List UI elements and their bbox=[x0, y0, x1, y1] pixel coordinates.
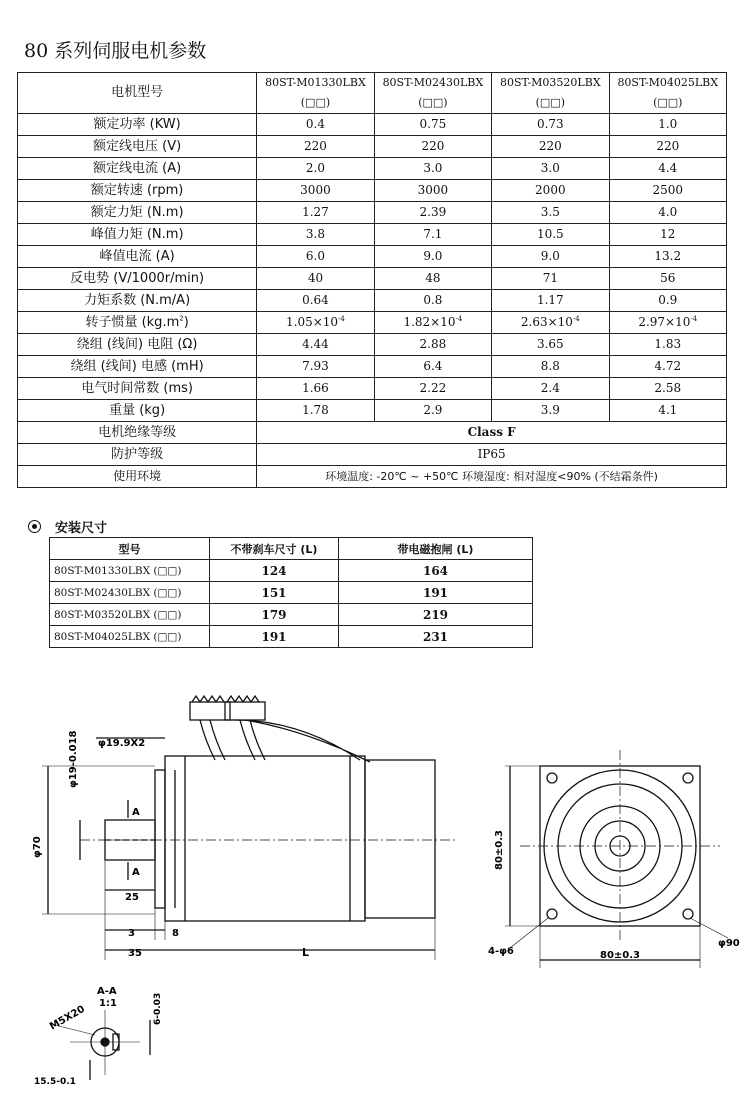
model-header-3: 80ST-M03520LBX (□□) bbox=[492, 73, 609, 114]
model-header-1: 80ST-M01330LBX (□□) bbox=[257, 73, 374, 114]
mount-cell-model: 80ST-M01330LBX (□□) bbox=[50, 560, 210, 582]
spec-row-inertia bbox=[18, 312, 727, 334]
insulation-value: Class F bbox=[257, 422, 727, 444]
target-bullet-icon bbox=[28, 520, 41, 533]
spec-row-label: 防护等级 bbox=[18, 444, 257, 466]
spec-cell: 4.44 bbox=[257, 334, 374, 356]
mount-cell-l: 191 bbox=[210, 626, 339, 648]
spec-row-label: 额定力矩 (N.m) bbox=[18, 202, 257, 224]
mount-row bbox=[50, 582, 533, 604]
spec-row-environment bbox=[18, 466, 727, 488]
spec-cell: 1.0 bbox=[609, 114, 726, 136]
motor-dimension-drawing bbox=[0, 680, 750, 1113]
spec-cell: 2.9 bbox=[374, 400, 491, 422]
spec-cell: 3.65 bbox=[492, 334, 609, 356]
spec-cell: 0.9 bbox=[609, 290, 726, 312]
spec-cell: 40 bbox=[257, 268, 374, 290]
spec-row-label: 额定功率 (KW) bbox=[18, 114, 257, 136]
mount-col-lb: 带电磁抱闸 (L) bbox=[339, 538, 533, 560]
spec-row bbox=[18, 246, 727, 268]
spec-cell: 1.17 bbox=[492, 290, 609, 312]
spec-row-label: 转子惯量 $(kg.m^2)$ bbox=[18, 312, 257, 334]
spec-cell: $1.82\times 10^{-4}$ bbox=[374, 312, 491, 334]
spec-cell: 13.2 bbox=[609, 246, 726, 268]
spec-cell: 3.5 bbox=[492, 202, 609, 224]
dim-35: 35 bbox=[128, 948, 142, 959]
dim-3: 3 bbox=[128, 928, 135, 939]
mount-cell-model: 80ST-M03520LBX (□□) bbox=[50, 604, 210, 626]
spec-cell: 2000 bbox=[492, 180, 609, 202]
spec-cell: 3.8 bbox=[257, 224, 374, 246]
motor-body-outline bbox=[165, 756, 365, 921]
spec-row-label: 绕组 (线间) 电感 (mH) bbox=[18, 356, 257, 378]
spec-cell: 2.39 bbox=[374, 202, 491, 224]
spec-cell: 220 bbox=[609, 136, 726, 158]
spec-header-label: 电机型号 bbox=[18, 73, 257, 114]
spec-cell: 2500 bbox=[609, 180, 726, 202]
spec-row-insulation bbox=[18, 422, 727, 444]
spec-cell: 2.88 bbox=[374, 334, 491, 356]
spec-cell: 3.0 bbox=[374, 158, 491, 180]
dim-a-bot: A bbox=[132, 867, 140, 878]
mount-header-row bbox=[50, 538, 533, 560]
dim-25: 25 bbox=[125, 892, 139, 903]
protection-value: IP65 bbox=[257, 444, 727, 466]
dim-pilot: φ70 bbox=[32, 836, 43, 858]
spec-cell: 3000 bbox=[374, 180, 491, 202]
spec-row bbox=[18, 356, 727, 378]
spec-row bbox=[18, 290, 727, 312]
spec-row bbox=[18, 400, 727, 422]
spec-row-label: 峰值力矩 (N.m) bbox=[18, 224, 257, 246]
spec-row-label: 使用环境 bbox=[18, 466, 257, 488]
mount-cell-model: 80ST-M02430LBX (□□) bbox=[50, 582, 210, 604]
spec-cell: 2.58 bbox=[609, 378, 726, 400]
spec-row-label: 电机绝缘等级 bbox=[18, 422, 257, 444]
spec-cell: $2.63\times 10^{-4}$ bbox=[492, 312, 609, 334]
dim-pcd: φ90 bbox=[718, 938, 740, 949]
dim-holes: 4-φ6 bbox=[488, 946, 514, 957]
mount-cell-model: 80ST-M04025LBX (□□) bbox=[50, 626, 210, 648]
spec-cell: 9.0 bbox=[374, 246, 491, 268]
spec-cell: 0.8 bbox=[374, 290, 491, 312]
spec-cell: 4.4 bbox=[609, 158, 726, 180]
spec-row bbox=[18, 202, 727, 224]
dim-15-5: 15.5-0.1 bbox=[34, 1077, 76, 1087]
page-title: 80 系列伺服电机参数 bbox=[24, 40, 207, 62]
spec-cell: 3000 bbox=[257, 180, 374, 202]
spec-row bbox=[18, 136, 727, 158]
spec-row-protection bbox=[18, 444, 727, 466]
spec-row-label: 峰值电流 (A) bbox=[18, 246, 257, 268]
dim-thread: M5X20 bbox=[48, 1003, 87, 1033]
dim-80-vertical: 80±0.3 bbox=[494, 829, 505, 870]
spec-cell: 1.78 bbox=[257, 400, 374, 422]
spec-cell: 220 bbox=[492, 136, 609, 158]
mount-cell-l: 179 bbox=[210, 604, 339, 626]
spec-cell: $2.97\times 10^{-4}$ bbox=[609, 312, 726, 334]
mount-cell-lb: 191 bbox=[339, 582, 533, 604]
dim-key: 6-0.03 bbox=[153, 992, 163, 1025]
dim-19: φ19.9X2 bbox=[98, 738, 146, 749]
mount-cell-lb: 219 bbox=[339, 604, 533, 626]
spec-cell: 6.0 bbox=[257, 246, 374, 268]
mount-row bbox=[50, 626, 533, 648]
dim-80-horizontal: 80±0.3 bbox=[600, 950, 641, 961]
dim-l: L bbox=[302, 946, 310, 959]
mount-cell-lb: 231 bbox=[339, 626, 533, 648]
spec-cell: 1.83 bbox=[609, 334, 726, 356]
spec-cell: 4.0 bbox=[609, 202, 726, 224]
spec-cell: 2.0 bbox=[257, 158, 374, 180]
spec-row bbox=[18, 224, 727, 246]
mount-cell-lb: 164 bbox=[339, 560, 533, 582]
spec-cell: 10.5 bbox=[492, 224, 609, 246]
mount-col-model: 型号 bbox=[50, 538, 210, 560]
spec-row-label: 绕组 (线间) 电阻 (Ω) bbox=[18, 334, 257, 356]
spec-cell: 220 bbox=[257, 136, 374, 158]
spec-row bbox=[18, 114, 727, 136]
section-scale: 1:1 bbox=[99, 998, 117, 1009]
spec-row-label: 重量 (kg) bbox=[18, 400, 257, 422]
dim-8: 8 bbox=[172, 928, 179, 939]
spec-cell: 0.75 bbox=[374, 114, 491, 136]
section-label: A-A bbox=[97, 986, 117, 997]
dim-a-top: A bbox=[132, 807, 140, 818]
mount-table bbox=[49, 537, 533, 648]
spec-row-label: 反电势 (V/1000r/min) bbox=[18, 268, 257, 290]
mount-section-heading: 安装尺寸 bbox=[28, 517, 107, 536]
spec-cell: 7.93 bbox=[257, 356, 374, 378]
spec-row bbox=[18, 378, 727, 400]
model-header-2: 80ST-M02430LBX (□□) bbox=[374, 73, 491, 114]
spec-cell: 0.73 bbox=[492, 114, 609, 136]
spec-cell: 8.8 bbox=[492, 356, 609, 378]
spec-cell: 0.4 bbox=[257, 114, 374, 136]
spec-cell: 3.9 bbox=[492, 400, 609, 422]
spec-row bbox=[18, 268, 727, 290]
spec-cell: 2.4 bbox=[492, 378, 609, 400]
spec-cell: 4.72 bbox=[609, 356, 726, 378]
spec-cell: 1.66 bbox=[257, 378, 374, 400]
spec-cell: 71 bbox=[492, 268, 609, 290]
spec-cell: 1.27 bbox=[257, 202, 374, 224]
spec-row bbox=[18, 158, 727, 180]
spec-cell: 0.64 bbox=[257, 290, 374, 312]
spec-header-row bbox=[18, 73, 727, 114]
spec-cell: 48 bbox=[374, 268, 491, 290]
mount-cell-l: 124 bbox=[210, 560, 339, 582]
spec-row-label: 额定线电压 (V) bbox=[18, 136, 257, 158]
environment-value: 环境温度: -20℃ ~ +50℃ 环境湿度: 相对湿度<90% (不结霜条件) bbox=[257, 466, 727, 488]
spec-row-label: 额定转速 (rpm) bbox=[18, 180, 257, 202]
spec-cell: $1.05\times 10^{-4}$ bbox=[257, 312, 374, 334]
spec-cell: 12 bbox=[609, 224, 726, 246]
mount-col-l: 不带刹车尺寸 (L) bbox=[210, 538, 339, 560]
spec-table bbox=[17, 72, 727, 488]
spec-cell: 7.1 bbox=[374, 224, 491, 246]
spec-row bbox=[18, 334, 727, 356]
spec-cell: 3.0 bbox=[492, 158, 609, 180]
spec-cell: 4.1 bbox=[609, 400, 726, 422]
spec-cell: 220 bbox=[374, 136, 491, 158]
spec-row-label: 电气时间常数 (ms) bbox=[18, 378, 257, 400]
mount-row bbox=[50, 560, 533, 582]
spec-cell: 56 bbox=[609, 268, 726, 290]
dim-shaft: φ19-0.018 bbox=[68, 730, 79, 788]
spec-row-label: 额定线电流 (A) bbox=[18, 158, 257, 180]
model-header-4: 80ST-M04025LBX (□□) bbox=[609, 73, 726, 114]
mount-row bbox=[50, 604, 533, 626]
spec-cell: 9.0 bbox=[492, 246, 609, 268]
spec-row bbox=[18, 180, 727, 202]
spec-row-label: 力矩系数 (N.m/A) bbox=[18, 290, 257, 312]
mount-cell-l: 151 bbox=[210, 582, 339, 604]
spec-cell: 2.22 bbox=[374, 378, 491, 400]
spec-cell: 6.4 bbox=[374, 356, 491, 378]
